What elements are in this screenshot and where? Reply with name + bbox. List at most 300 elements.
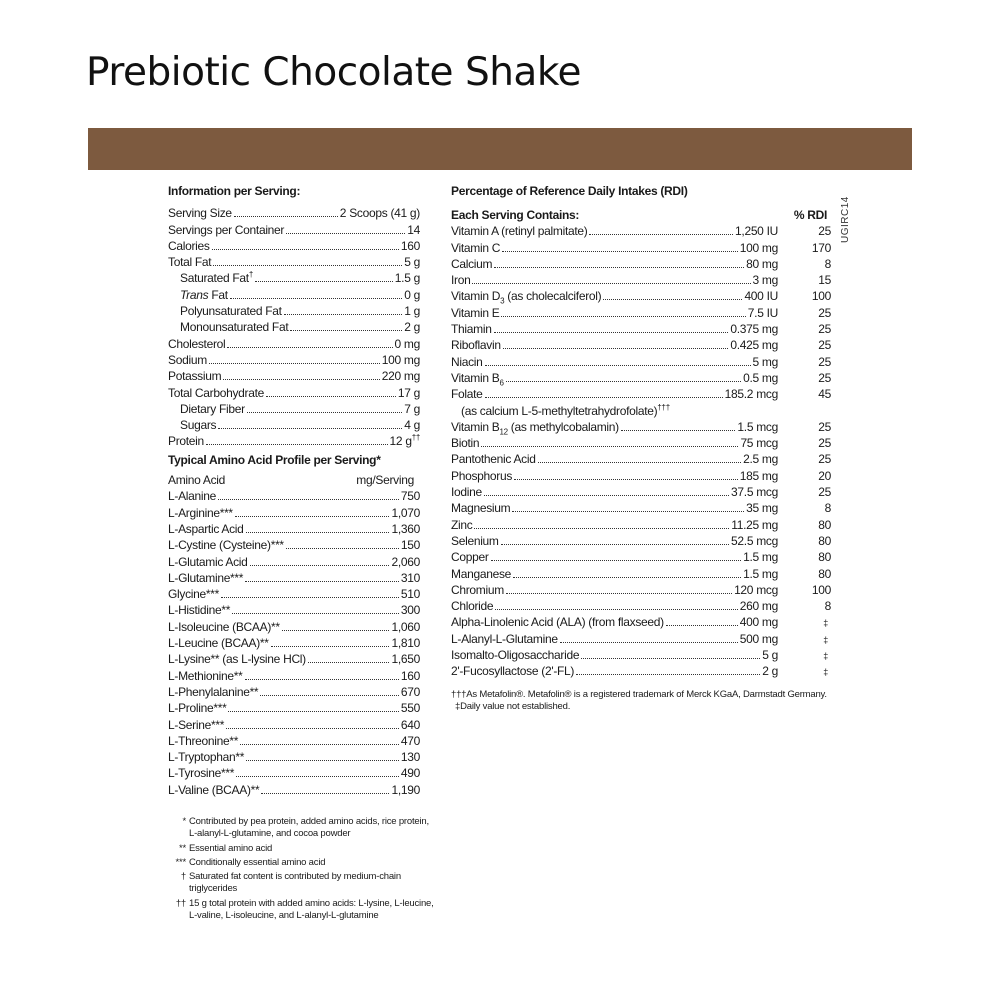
rdi-row-amount: 400 IU xyxy=(744,289,778,304)
info-row-value: 14 xyxy=(407,222,420,237)
amino-row-label: L-Glutamic Acid xyxy=(168,554,248,569)
amino-row-label: Glycine*** xyxy=(168,587,220,602)
dot-leader xyxy=(472,283,750,284)
amino-row-label: L-Threonine** xyxy=(168,733,239,748)
dot-leader xyxy=(234,216,338,217)
dot-leader xyxy=(502,251,738,252)
amino-row xyxy=(168,684,420,700)
amino-row-label: L-Isoleucine (BCAA)** xyxy=(168,619,280,634)
amino-row-label: L-Alanine xyxy=(168,489,217,504)
dot-leader xyxy=(506,593,732,594)
amino-row-label: L-Methionine** xyxy=(168,668,243,683)
product-code: UGIRC14 xyxy=(840,196,851,243)
info-row xyxy=(168,433,420,449)
amino-col-unit: mg/Serving xyxy=(356,473,414,488)
amino-row-value: 470 xyxy=(400,733,420,748)
info-row-label: Serving Size xyxy=(168,206,232,221)
rdi-row xyxy=(451,435,831,451)
rdi-row-label: Vitamin A (retinyl palmitate) xyxy=(451,224,588,239)
rdi-row-amount: 260 mg xyxy=(739,599,778,614)
info-row-value: 1.5 g xyxy=(394,271,420,286)
rdi-row-label: Riboflavin xyxy=(451,338,501,353)
rdi-row-label: Zinc xyxy=(451,517,473,532)
rdi-row-amount: 120 mcg xyxy=(734,582,778,597)
rdi-row-label: Calcium xyxy=(451,256,493,271)
rdi-row-main xyxy=(451,549,778,565)
rdi-row-amount: 100 mg xyxy=(739,240,778,255)
rdi-row-main xyxy=(451,419,778,435)
rdi-row-label: Vitamin E xyxy=(451,305,500,320)
rdi-row-main xyxy=(451,256,778,272)
dot-leader xyxy=(282,630,390,631)
dot-leader xyxy=(236,776,399,777)
dot-leader xyxy=(506,381,742,382)
rdi-row-amount: 0.375 mg xyxy=(730,322,778,337)
rdi-row xyxy=(451,288,831,304)
rdi-row-pct: ‡ xyxy=(823,618,828,629)
dot-leader xyxy=(560,642,738,643)
info-row-label: Protein xyxy=(168,434,204,449)
rdi-row-main xyxy=(451,386,778,402)
info-row-label: Servings per Container xyxy=(168,222,285,237)
rdi-row-main xyxy=(451,598,778,614)
footnote-text: Conditionally essential amino acid xyxy=(189,856,326,868)
rdi-row-amount: 0.425 mg xyxy=(730,338,778,353)
rdi-row-main xyxy=(451,500,778,516)
rdi-row-pct: ‡ xyxy=(823,634,828,645)
rdi-row xyxy=(451,305,831,321)
rdi-row-main xyxy=(451,435,778,451)
rdi-row-pct: 25 xyxy=(818,485,831,500)
rdi-row-amount: 7.5 IU xyxy=(747,305,778,320)
dot-leader xyxy=(226,728,399,729)
footnote-mark: †† xyxy=(175,897,186,909)
dot-leader xyxy=(666,625,738,626)
rdi-row-amount: 1.5 mg xyxy=(743,566,778,581)
amino-row-value: 310 xyxy=(400,570,420,585)
rdi-row-amount: 80 mg xyxy=(746,256,778,271)
dot-leader xyxy=(212,249,399,250)
amino-row xyxy=(168,488,420,504)
info-row xyxy=(168,352,420,368)
amino-row-value: 1,070 xyxy=(391,505,420,520)
right-footnotes xyxy=(451,689,841,714)
amino-row xyxy=(168,570,420,586)
rdi-row-pct: 25 xyxy=(818,224,831,239)
info-row-label: Potassium xyxy=(168,369,222,384)
amino-row-label: L-Leucine (BCAA)** xyxy=(168,636,269,651)
rdi-row-label: Chromium xyxy=(451,582,504,597)
rdi-row-main xyxy=(451,370,778,386)
rdi-row-label: Magnesium xyxy=(451,501,511,516)
info-row xyxy=(168,336,420,352)
info-row-label: Polyunsaturated Fat xyxy=(180,304,282,319)
amino-row xyxy=(168,602,420,618)
dot-leader xyxy=(501,316,745,317)
rdi-row-label: Selenium xyxy=(451,533,499,548)
rdi-row xyxy=(451,517,831,533)
rdi-row-pct: 100 xyxy=(811,289,831,304)
amino-row xyxy=(168,554,420,570)
rdi-row-main xyxy=(451,223,778,239)
rdi-row xyxy=(451,354,831,370)
rdi-row xyxy=(451,370,831,386)
rdi-row-pct: 20 xyxy=(818,468,831,483)
amino-row-label: L-Lysine** (as L-lysine HCl) xyxy=(168,652,306,667)
rdi-row-amount: 75 mcg xyxy=(740,436,778,451)
amino-row-value: 670 xyxy=(400,684,420,699)
dot-leader xyxy=(228,711,398,712)
dot-leader xyxy=(209,363,380,364)
info-row xyxy=(168,303,420,319)
amino-row xyxy=(168,537,420,553)
dot-leader xyxy=(245,581,399,582)
amino-row-value: 150 xyxy=(400,538,420,553)
rdi-row-amount: 1,250 IU xyxy=(735,224,778,239)
amino-table xyxy=(168,488,420,798)
rdi-row-main xyxy=(451,663,778,679)
rdi-row-pct: 25 xyxy=(818,436,831,451)
rdi-row xyxy=(451,614,831,630)
info-row-value: 100 mg xyxy=(381,352,420,367)
rdi-row-pct: 80 xyxy=(818,550,831,565)
rdi-row-label: Biotin xyxy=(451,436,480,451)
left-footnotes xyxy=(174,816,434,924)
rdi-row xyxy=(451,647,831,663)
rdi-row-pct: 80 xyxy=(818,566,831,581)
dot-leader xyxy=(218,499,399,500)
info-row-label: Total Carbohydrate xyxy=(168,385,264,400)
rdi-row-amount: 52.5 mcg xyxy=(731,533,778,548)
rdi-row-main xyxy=(451,468,778,484)
rdi-row-label: Pantothenic Acid xyxy=(451,452,536,467)
rdi-table xyxy=(451,223,831,679)
amino-row xyxy=(168,700,420,716)
info-row-value: 7 g xyxy=(404,401,420,416)
dot-leader xyxy=(255,281,393,282)
footnote xyxy=(174,816,434,841)
footnote: ‡Daily value not established. xyxy=(455,701,571,713)
amino-row-value: 750 xyxy=(400,489,420,504)
dot-leader xyxy=(484,495,729,496)
rdi-row-label: L-Alanyl-L-Glutamine xyxy=(451,631,558,646)
rdi-row-label: Isomalto-Oligosaccharide xyxy=(451,648,580,663)
dot-leader xyxy=(589,234,733,235)
rdi-row xyxy=(451,533,831,549)
dot-leader xyxy=(514,479,738,480)
info-row xyxy=(168,368,420,384)
rdi-row-pct: 170 xyxy=(811,240,831,255)
rdi-row-label: Vitamin $B_6$ xyxy=(451,370,504,388)
rdi-row-label: Thiamin xyxy=(451,322,492,337)
dot-leader xyxy=(247,412,402,413)
rdi-row xyxy=(451,663,831,679)
info-row-value: 160 xyxy=(400,238,420,253)
rdi-row-amount: 3 mg xyxy=(752,273,778,288)
rdi-row-amount: 1.5 mcg xyxy=(737,419,778,434)
rdi-row-main xyxy=(451,484,778,500)
dot-leader xyxy=(230,298,402,299)
rdi-row-main xyxy=(451,288,778,304)
amino-row-value: 640 xyxy=(400,717,420,732)
dot-leader xyxy=(286,233,405,234)
dot-leader xyxy=(266,396,396,397)
rdi-row-label: Phosphorus xyxy=(451,468,513,483)
left-column xyxy=(168,183,420,798)
info-row xyxy=(168,254,420,270)
rdi-row xyxy=(451,631,831,647)
dot-leader xyxy=(206,444,388,445)
dot-leader xyxy=(494,267,744,268)
rdi-row xyxy=(451,419,831,435)
rdi-row-amount: 500 mg xyxy=(739,631,778,646)
info-row-value: 4 g xyxy=(404,418,420,433)
amino-row-label: L-Proline*** xyxy=(168,701,227,716)
amino-row-label: L-Tyrosine*** xyxy=(168,766,235,781)
amino-row-value: 490 xyxy=(400,766,420,781)
amino-row-value: 1,650 xyxy=(391,652,420,667)
amino-row-value: 550 xyxy=(400,701,420,716)
rdi-column-header xyxy=(451,207,831,223)
rdi-row-main xyxy=(451,517,778,533)
info-row xyxy=(168,385,420,401)
rdi-row-pct: 80 xyxy=(818,533,831,548)
rdi-row-main xyxy=(451,533,778,549)
amino-row-label: L-Cystine (Cysteine)*** xyxy=(168,538,284,553)
rdi-row xyxy=(451,582,831,598)
amino-row xyxy=(168,733,420,749)
info-row-value: 5 g xyxy=(404,255,420,270)
amino-row xyxy=(168,717,420,733)
footnote xyxy=(174,857,434,869)
info-row xyxy=(168,319,420,335)
rdi-row-label: Niacin xyxy=(451,354,483,369)
amino-row xyxy=(168,586,420,602)
rdi-row-label: 2'-Fucosyllactose (2'-FL) xyxy=(451,664,575,679)
rdi-row-pct: 8 xyxy=(824,256,831,271)
amino-row-value: 2,060 xyxy=(391,554,420,569)
amino-row-value: 160 xyxy=(400,668,420,683)
footnote xyxy=(174,843,434,855)
rdi-row-amount: 35 mg xyxy=(746,501,778,516)
dot-leader xyxy=(503,348,729,349)
dot-leader xyxy=(218,428,402,429)
dot-leader xyxy=(513,577,741,578)
dot-leader xyxy=(576,674,760,675)
amino-row xyxy=(168,668,420,684)
dot-leader xyxy=(491,560,742,561)
footnote xyxy=(174,898,434,923)
footnote-text: Saturated fat content is contributed by medium-chain triglycerides xyxy=(189,871,401,895)
amino-heading: Typical Amino Acid Profile per Serving* xyxy=(168,452,381,467)
footnote xyxy=(174,871,434,896)
info-row-value: 17 g xyxy=(397,385,420,400)
amino-row-label: L-Tryptophan** xyxy=(168,750,245,765)
rdi-row-pct: 25 xyxy=(818,354,831,369)
info-row-label: Saturated Fat† xyxy=(180,270,253,286)
rdi-row-pct: 25 xyxy=(818,452,831,467)
rdi-row xyxy=(451,223,831,239)
rdi-row-continuation: (as calcium L-5-methyltetrahydrofolate)††† xyxy=(461,402,670,418)
rdi-row-amount: 1.5 mg xyxy=(743,550,778,565)
dot-leader xyxy=(240,744,399,745)
footnote-mark: ** xyxy=(179,842,186,854)
rdi-row-label: Vitamin C xyxy=(451,240,501,255)
info-row-label: Trans Fat xyxy=(180,287,228,302)
rdi-pct-heading: % RDI xyxy=(793,208,827,223)
dot-leader xyxy=(284,314,403,315)
rdi-row-pct: 100 xyxy=(811,582,831,597)
brown-header-band xyxy=(88,128,912,170)
amino-row xyxy=(168,651,420,667)
rdi-row xyxy=(451,598,831,614)
rdi-row-pct: 25 xyxy=(818,322,831,337)
dot-leader xyxy=(246,532,390,533)
rdi-row xyxy=(451,468,831,484)
dot-leader xyxy=(474,528,729,529)
rdi-row-amount: 37.5 mcg xyxy=(731,485,778,500)
rdi-row-main xyxy=(451,354,778,370)
rdi-row-amount: 2.5 mg xyxy=(743,452,778,467)
rdi-row-main xyxy=(451,631,778,647)
info-row-label: Monounsaturated Fat xyxy=(180,320,289,335)
rdi-row-main xyxy=(451,305,778,321)
rdi-row-label: Manganese xyxy=(451,566,512,581)
rdi-row xyxy=(451,321,831,337)
footnote: †††As Metafolin®. Metafolin® is a registered trademark of Merck KGaA, Darmstadt Germany. xyxy=(451,689,827,700)
info-table xyxy=(168,205,420,449)
rdi-row xyxy=(451,240,831,256)
dot-leader xyxy=(223,379,379,380)
rdi-row xyxy=(451,484,831,500)
rdi-row xyxy=(451,500,831,516)
dot-leader xyxy=(485,397,723,398)
rdi-row-pct: 25 xyxy=(818,370,831,385)
rdi-row-pct: ‡ xyxy=(823,651,828,662)
info-row-value: 0 mg xyxy=(394,336,420,351)
amino-row-value: 1,190 xyxy=(391,782,420,797)
footnote-mark: † xyxy=(180,871,186,883)
dot-leader xyxy=(290,330,402,331)
rdi-row xyxy=(451,386,831,402)
info-row-value: 12 g†† xyxy=(389,433,420,449)
rdi-row-amount: 2 g xyxy=(762,664,778,679)
rdi-row-main xyxy=(451,321,778,337)
rdi-row-label: Iron xyxy=(451,273,471,288)
info-row xyxy=(168,401,420,417)
dot-leader xyxy=(603,299,742,300)
rdi-row-amount: 0.5 mg xyxy=(743,370,778,385)
rdi-row xyxy=(451,272,831,288)
dot-leader xyxy=(286,548,399,549)
rdi-row-main xyxy=(451,272,778,288)
info-row xyxy=(168,270,420,286)
dot-leader xyxy=(485,365,751,366)
rdi-row xyxy=(451,451,831,467)
info-row-label: Sugars xyxy=(180,418,217,433)
amino-row-value: 1,060 xyxy=(391,619,420,634)
rdi-row-main xyxy=(451,647,778,663)
rdi-row-main xyxy=(451,582,778,598)
amino-row xyxy=(168,635,420,651)
amino-row-label: L-Valine (BCAA)** xyxy=(168,782,260,797)
dot-leader xyxy=(271,646,390,647)
dot-leader xyxy=(581,658,760,659)
rdi-row-label: Alpha-Linolenic Acid (ALA) (from flaxseed) xyxy=(451,615,664,630)
rdi-row-label: Vitamin $D_3$ (as cholecalciferol) xyxy=(451,289,602,306)
info-row-value: 2 Scoops (41 g) xyxy=(339,206,420,221)
amino-row-label: L-Serine*** xyxy=(168,717,225,732)
footnote-text: 15 g total protein with added amino acids: L-lysine, L-leucine, L-valine, L-isoleucine, and L-alanyl-L-glutamine xyxy=(189,897,434,922)
rdi-row-main xyxy=(451,451,778,467)
info-row-value: 220 mg xyxy=(381,369,420,384)
amino-row xyxy=(168,619,420,635)
right-column xyxy=(451,183,831,680)
info-row-label: Calories xyxy=(168,238,210,253)
amino-row-value: 130 xyxy=(400,750,420,765)
rdi-row-amount: 185 mg xyxy=(739,468,778,483)
dot-leader xyxy=(261,793,389,794)
rdi-heading: Percentage of Reference Daily Intakes (RDI) xyxy=(451,184,688,198)
dot-leader xyxy=(232,613,399,614)
amino-row-value: 300 xyxy=(400,603,420,618)
info-row-value: 0 g xyxy=(404,287,420,302)
info-row xyxy=(168,417,420,433)
amino-row xyxy=(168,521,420,537)
info-row-value: 1 g xyxy=(404,304,420,319)
rdi-row-label: Chloride xyxy=(451,599,494,614)
rdi-row-label: Copper xyxy=(451,550,489,565)
rdi-row-pct: 80 xyxy=(818,517,831,532)
dot-leader xyxy=(235,516,390,517)
dot-leader xyxy=(221,597,399,598)
rdi-row-amount: 400 mg xyxy=(739,615,778,630)
rdi-row-amount: 185.2 mcg xyxy=(724,387,778,402)
amino-row xyxy=(168,749,420,765)
dot-leader xyxy=(308,662,390,663)
rdi-row-label: Vitamin $B_{12}$ (as methylcobalamin) xyxy=(451,419,619,437)
info-row-label: Sodium xyxy=(168,352,207,367)
dot-leader xyxy=(538,462,742,463)
rdi-row-amount: 5 mg xyxy=(752,354,778,369)
amino-row xyxy=(168,782,420,798)
amino-row-label: L-Arginine*** xyxy=(168,505,233,520)
rdi-sub-heading: Each Serving Contains: xyxy=(451,208,580,223)
amino-row-value: 1,360 xyxy=(391,521,420,536)
rdi-row-pct: 25 xyxy=(818,338,831,353)
info-row-label: Cholesterol xyxy=(168,336,226,351)
info-row xyxy=(168,238,420,254)
dot-leader xyxy=(512,511,744,512)
footnote-text: Essential amino acid xyxy=(189,842,273,854)
footnote-mark: * xyxy=(182,816,186,827)
rdi-row-main xyxy=(451,566,778,582)
dot-leader xyxy=(250,565,390,566)
rdi-row-pct: 8 xyxy=(824,599,831,614)
rdi-row-pct: 25 xyxy=(818,305,831,320)
amino-row xyxy=(168,505,420,521)
dot-leader xyxy=(621,430,736,431)
amino-row xyxy=(168,765,420,781)
dot-leader xyxy=(227,347,392,348)
page-title: Prebiotic Chocolate Shake xyxy=(86,50,582,95)
rdi-row-label: Iodine xyxy=(451,485,482,500)
rdi-row-pct: 45 xyxy=(818,387,831,402)
info-heading: Information per Serving: xyxy=(168,184,301,198)
info-row-label: Total Fat xyxy=(168,255,212,270)
amino-row-value: 1,810 xyxy=(391,636,420,651)
info-row-value: 2 g xyxy=(404,320,420,335)
